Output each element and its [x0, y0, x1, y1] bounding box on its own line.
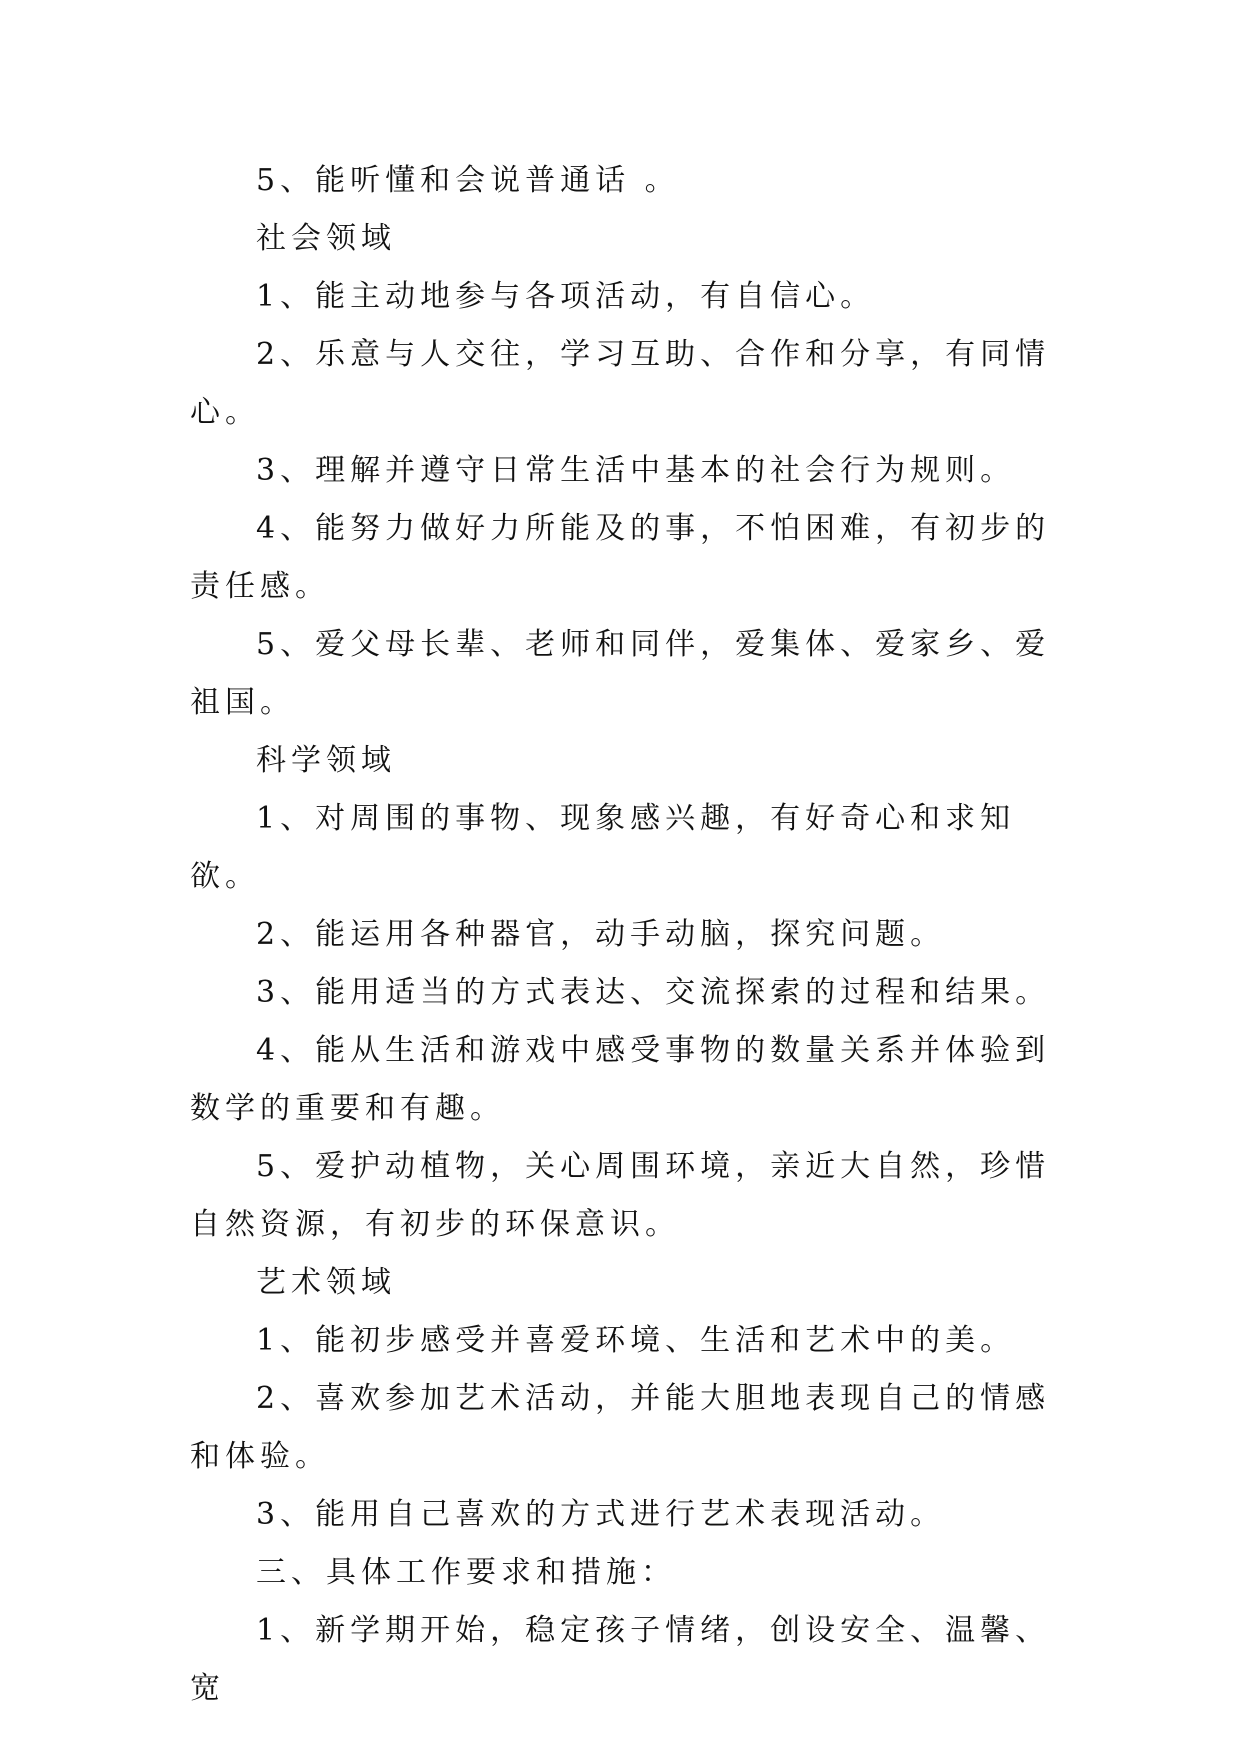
paragraph-science-5: 5、爱护动植物，关心周围环境，亲近大自然，珍惜自然资源，有初步的环保意识。: [190, 1149, 1051, 1242]
paragraph-measure-1: 1、新学期开始，稳定孩子情绪，创设安全、温馨、宽: [190, 1613, 1051, 1706]
heading-work-measures: 三、具体工作要求和措施：: [256, 1555, 676, 1590]
paragraph-art-2: 2、喜欢参加艺术活动，并能大胆地表现自己的情感和体验。: [190, 1381, 1051, 1474]
paragraph-social-5: 5、爱父母长辈、老师和同伴，爱集体、爱家乡、爱祖国。: [190, 627, 1051, 720]
heading-art-domain: 艺术领域: [256, 1265, 396, 1300]
heading-science-domain: 科学领域: [256, 743, 396, 778]
paragraph-social-2: 2、乐意与人交往，学习互助、合作和分享，有同情心。: [190, 337, 1051, 430]
paragraph-science-3: 3、能用适当的方式表达、交流探索的过程和结果。: [256, 975, 1051, 1010]
paragraph-science-4: 4、能从生活和游戏中感受事物的数量关系并体验到数学的重要和有趣。: [190, 1033, 1051, 1126]
document-body: [190, 152, 1070, 1718]
paragraph-art-3: 3、能用自己喜欢的方式进行艺术表现活动。: [256, 1497, 946, 1532]
heading-social-domain: 社会领域: [256, 221, 396, 256]
paragraph-art-1: 1、能初步感受并喜爱环境、生活和艺术中的美。: [256, 1323, 1016, 1358]
paragraph-speaking-goal: 5、能听懂和会说普通话 。: [256, 163, 680, 198]
paragraph-social-1: 1、能主动地参与各项活动，有自信心。: [256, 279, 876, 314]
paragraph-social-4: 4、能努力做好力所能及的事，不怕困难，有初步的责任感。: [190, 511, 1051, 604]
paragraph-social-3: 3、理解并遵守日常生活中基本的社会行为规则。: [256, 453, 1016, 488]
paragraph-science-1: 1、对周围的事物、现象感兴趣，有好奇心和求知欲。: [190, 801, 1016, 894]
paragraph-science-2: 2、能运用各种器官，动手动脑，探究问题。: [256, 917, 946, 952]
